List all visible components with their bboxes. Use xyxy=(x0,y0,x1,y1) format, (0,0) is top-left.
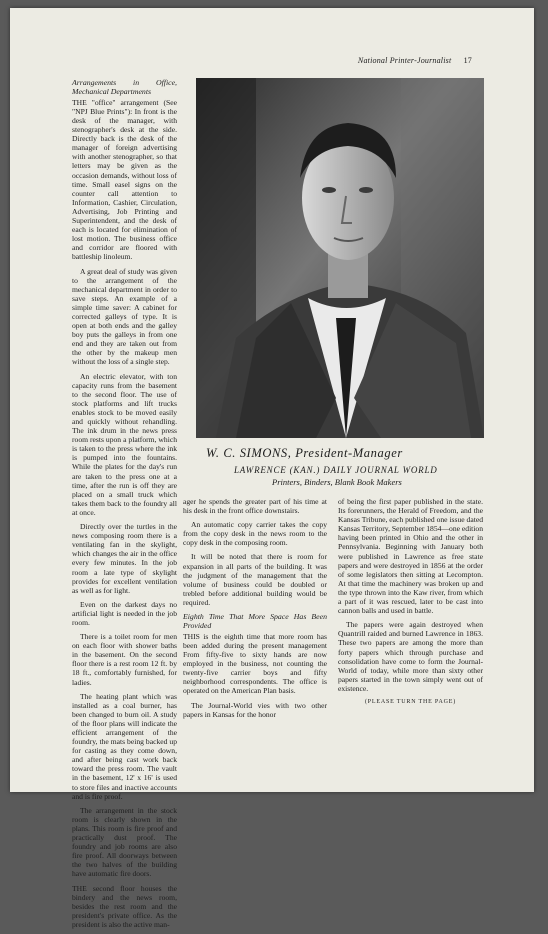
section-heading: Arrangements in Office, Mechanical Departments xyxy=(72,78,177,97)
middle-column xyxy=(183,497,327,724)
page-number: 17 xyxy=(463,56,472,65)
section-heading: Eighth Time That More Space Has Been Provided xyxy=(183,612,327,631)
paragraph: It will be noted that there is room for expansion in all parts of the building. It was the judgment of the management that the volume of business could be doubled or trebled before additional building would be required. xyxy=(183,552,327,607)
magazine-page xyxy=(10,8,534,929)
caption-name: W. C. SIMONS, President-Manager xyxy=(206,446,403,460)
paragraph: An electric elevator, with ton capacity runs from the basement to the second floor. The use of stock platforms and lift trucks enables stock to be moved easily and quickly without rehandling. The ink drum in the news press room rests upon a platform, which is taken to the press where the ink is pumped into the fountains. While the plates for the day's run are taken to the press one at a time, after the run is off they are placed on a small truck which takes them back to the foundry all at once. xyxy=(72,371,177,517)
paragraph: The heating plant which was installed as a coal burner, has been changed to burn oil. A study of the floor plans will indicate the efficient arrangement of the foundry, the mats being backed up for casting as they come down, and after being cast work back toward the press room. The vault in the basement, 12' x 16' is used to store files and inactive accounts and is fire proof. xyxy=(72,691,177,801)
portrait-image xyxy=(196,78,484,438)
continued-note: (PLEASE TURN THE PAGE) xyxy=(365,698,456,705)
left-column xyxy=(72,78,177,934)
paragraph: Even on the darkest days no artificial light is needed in the job room. xyxy=(72,599,177,627)
photo-caption xyxy=(206,446,496,487)
paragraph: An automatic copy carrier takes the copy from the copy desk in the news room to the copy desk in the composing room. xyxy=(183,520,327,548)
paragraph: THE "office" arrangement (See "NPJ Blue Prints"): In front is the desk of the manager, with stenographer's desk at the side. Directly back is the desk of the manager of foreign advertising with another stenographer, so that letters may be given as the occasion demands, without loss of time. Small easel signs on the counter call attention to Information, Cashier, Circulation, Advertising, Job Printing and Superintendent, and the desk of each is located for elimination of lost motion. The business office and corridor are floored with battleship linoleum. xyxy=(72,97,177,262)
paragraph: The Journal-World vies with two other papers in Kansas for the honor xyxy=(183,700,327,719)
publication-name: National Printer-Journalist xyxy=(357,56,452,65)
right-column xyxy=(338,497,483,707)
paragraph: There is a toilet room for men on each floor with shower baths in the basement. On the second floor there is a rest room 12 ft. by 18 ft., comfortably furnished, for ladies. xyxy=(72,632,177,687)
caption-paper: LAWRENCE (KAN.) DAILY JOURNAL WORLD xyxy=(234,465,438,475)
paragraph: of being the first paper published in the state. Its forerunners, the Herald of Freedom, and the Kansas Tribune, each published one issue dated Kansas Territory, September 1854—one edition having been printed in Ohio and the other in Pennsylvania. Beginning with January both were published in Lawrence as free state papers and were destroyed in 1856 at the order of some legislators then sitting at Lecompton. At that time the machinery was broken up and the type thrown into the Kaw river, from which a part of it was rescued, later to be cast into cannon balls and used in battle. xyxy=(338,497,483,616)
paragraph: The arrangement in the stock room is clearly shown in the plans. This room is fire proof and practically dust proof. The foundry and job rooms are also fire proof. All doorways between the two halves of the building have automatic fire doors. xyxy=(72,805,177,879)
paragraph: THIS is the eighth time that more room has been added during the present management From fifty-five to sixty hands are now employed in the business, not counting the twenty-five carrier boys and fifty neighborhood correspondents. The office is operated on the American Plan basis. xyxy=(183,631,327,696)
portrait-photo xyxy=(196,78,484,438)
paragraph: A great deal of study was given to the arrangement of the mechanical department in order to save steps. An example of a simple time saver: A cabinet for corrected galleys of type. It is open at both ends and the galley boy puts the galleys in from one end and they are taken out from the other by the makeup men without the loss of a single step. xyxy=(72,266,177,367)
paragraph: THE second floor houses the bindery and the news room, besides the rest room and the president's private office. As the president is also the active man- xyxy=(72,883,177,929)
caption-subtitle: Printers, Binders, Blank Book Makers xyxy=(272,477,402,487)
paragraph: The papers were again destroyed when Quantrill raided and burned Lawrence in 1863. These two papers are among the more than forty papers which through purchase and consolidation have come to form the Journal-World of today, while more than sixty other papers started in the town simply went out of existence. xyxy=(338,620,483,693)
paragraph: ager he spends the greater part of his time at his desk in the front office downstairs. xyxy=(183,497,327,516)
running-head xyxy=(358,56,472,65)
paragraph: Directly over the turtles in the news composing room there is a ventilating fan in the skylight, which changes the air in the office every few minutes. In the job room a late type of skylight provides for excellent ventilation as well as for light. xyxy=(72,522,177,595)
